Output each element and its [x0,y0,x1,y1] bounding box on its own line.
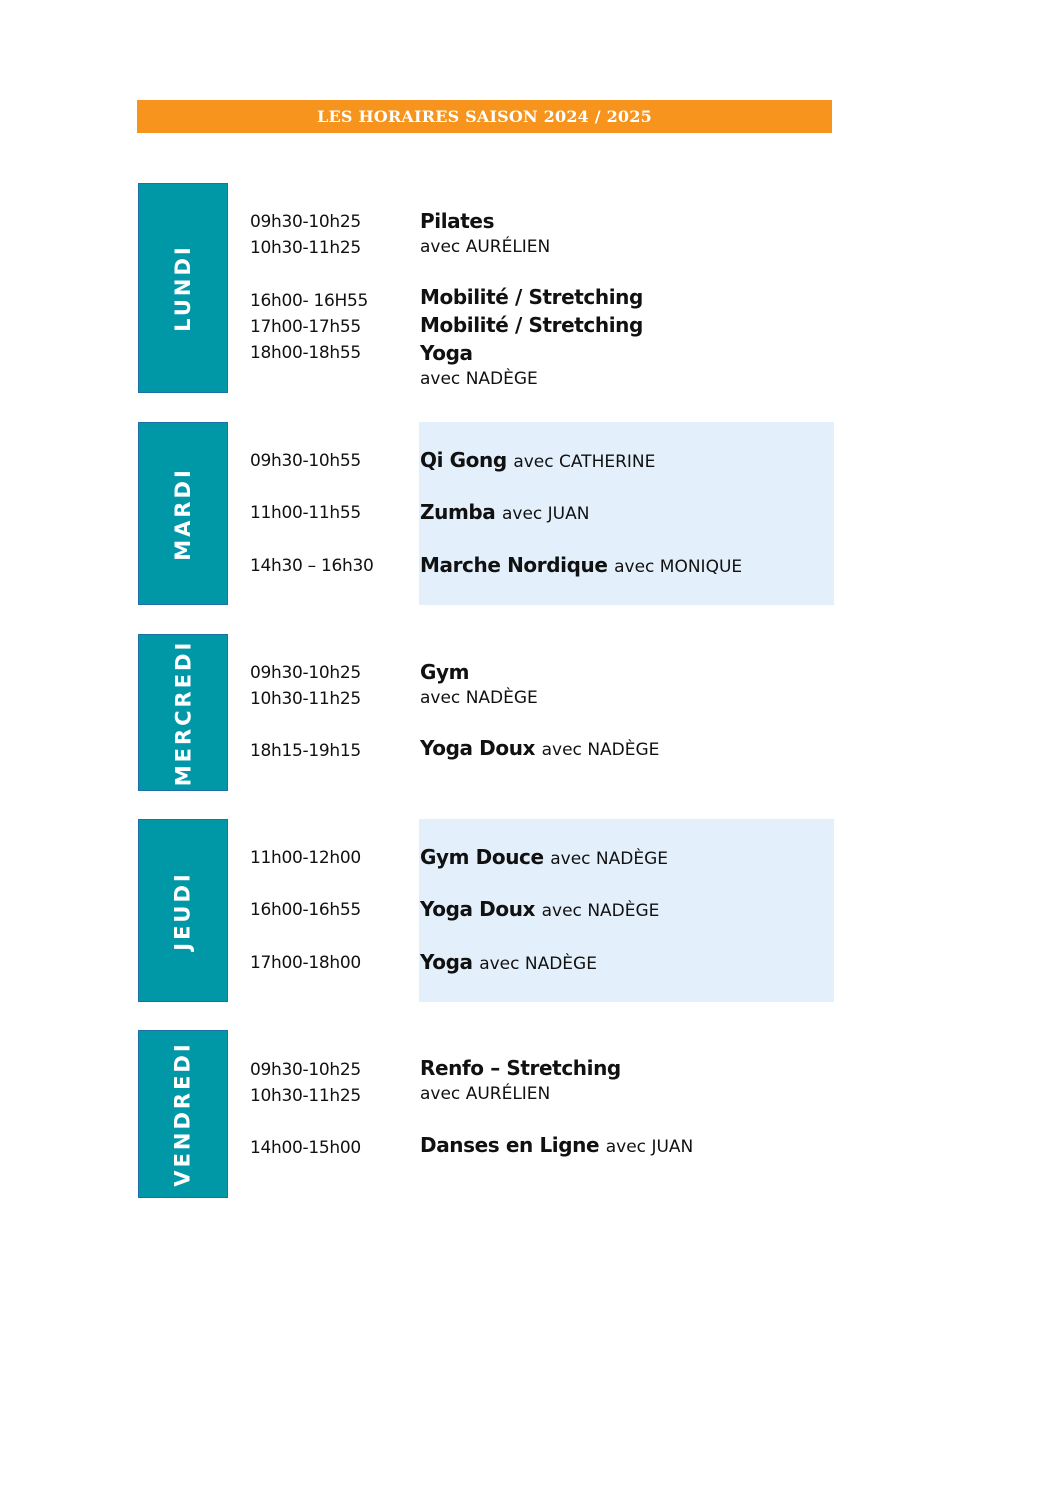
activity-name: Danses en Ligne [420,1133,600,1157]
instructor: avec NADÈGE [420,369,538,389]
activity-name: Mobilité / Stretching [420,285,643,309]
activity-name: Yoga Doux [420,897,536,921]
day-bar-mardi [138,422,228,605]
time-slot: 10h30-11h25 [250,238,361,258]
time-slot: 10h30-11h25 [250,1086,361,1106]
day-label-lundi: LUNDI [170,244,195,332]
activity-row [420,950,597,976]
time-slot: 09h30-10h25 [250,1060,361,1080]
instructor: avec NADÈGE [541,740,660,760]
instructor: avec NADÈGE [420,688,538,708]
schedule-title-banner [137,100,832,133]
time-slot: 17h00-18h00 [250,953,361,973]
time-slot: 09h30-10h25 [250,663,361,683]
activity-row [420,500,589,526]
activity-name: Pilates [420,209,495,233]
day-bar-lundi [138,183,228,393]
instructor: avec AURÉLIEN [420,237,551,257]
time-slot: 11h00-11h55 [250,503,361,523]
activity-name: Gym [420,660,470,684]
time-slot: 14h00-15h00 [250,1138,361,1158]
activity-name: Gym Douce [420,845,544,869]
activity-name: Renfo – Stretching [420,1056,621,1080]
time-slot: 18h15-19h15 [250,741,361,761]
activity-name: Yoga Doux [420,736,536,760]
activity-name: Mobilité / Stretching [420,313,643,337]
time-slot: 16h00-16h55 [250,900,361,920]
activity-name: Marche Nordique [420,553,608,577]
time-slot: 09h30-10h55 [250,451,361,471]
instructor: avec NADÈGE [541,901,660,921]
activity-row [420,1133,693,1159]
time-slot: 17h00-17h55 [250,317,361,337]
activity-name: Yoga [420,950,473,974]
instructor: avec NADÈGE [550,849,669,869]
day-label-mardi: MARDI [171,466,196,561]
activity-row [420,553,742,579]
day-bar-mercredi [138,634,228,791]
time-slot: 10h30-11h25 [250,689,361,709]
schedule-title: LES HORAIRES SAISON 2024 / 2025 [317,107,652,126]
time-slot: 16h00- 16H55 [250,291,369,311]
day-label-mercredi: MERCREDI [171,639,195,786]
activity-row [420,736,659,762]
day-bar-vendredi [138,1030,228,1198]
activity-name: Zumba [420,500,496,524]
instructor: avec JUAN [605,1137,694,1157]
instructor: avec MONIQUE [614,557,743,577]
time-slot: 11h00-12h00 [250,848,361,868]
time-slot: 09h30-10h25 [250,212,361,232]
instructor: avec AURÉLIEN [420,1084,551,1104]
day-label-vendredi: VENDREDI [171,1041,195,1187]
activity-row [420,897,659,923]
day-label-jeudi: JEUDI [171,870,195,951]
instructor: avec JUAN [501,504,590,524]
time-slot: 18h00-18h55 [250,343,361,363]
activity-name: Qi Gong [420,448,507,472]
activity-row [420,845,668,871]
time-slot: 14h30 – 16h30 [250,556,374,576]
instructor: avec NADÈGE [479,954,597,974]
activity-name: Yoga [420,341,473,365]
day-bar-jeudi [138,819,228,1002]
activity-row [420,448,655,474]
instructor: avec CATHERINE [513,452,656,472]
